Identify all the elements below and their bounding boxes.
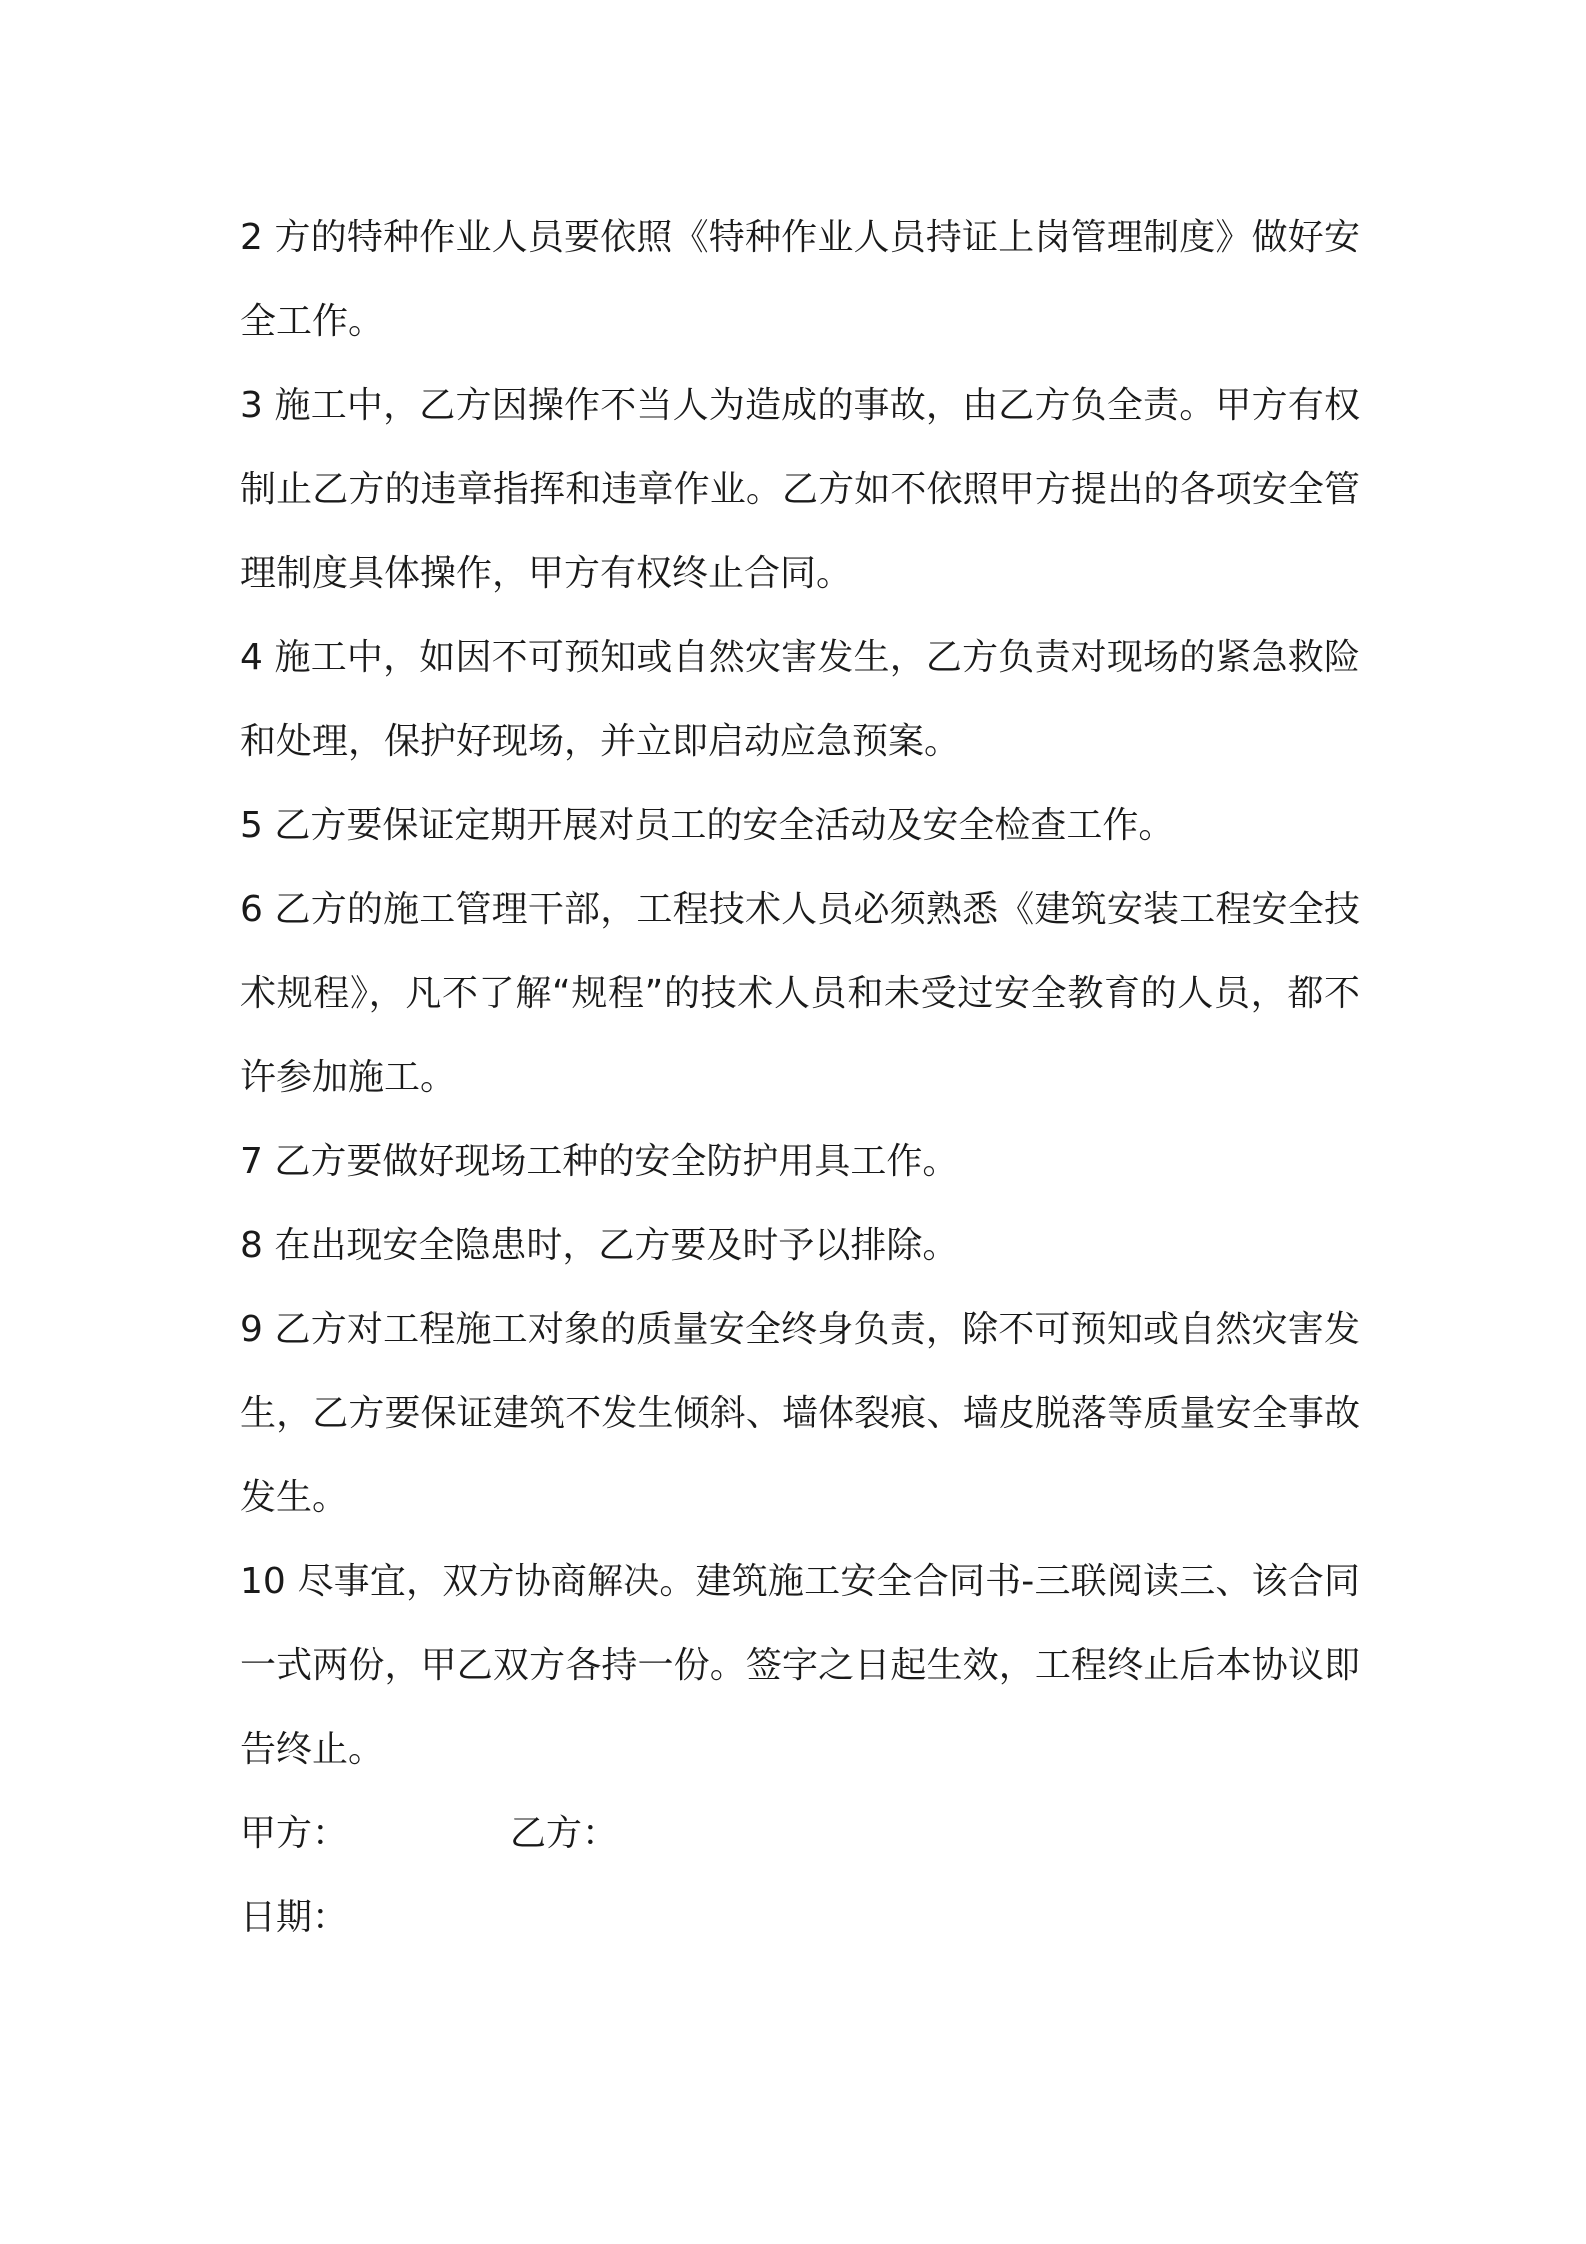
clause-4: 4 施工中，如因不可预知或自然灾害发生，乙方负责对现场的紧急救险和处理，保护好现场，并立即启动应急预案。: [240, 637, 1360, 762]
clause-7: 7 乙方要做好现场工种的安全防护用具工作。: [240, 1141, 959, 1182]
date-row: [240, 1876, 1360, 1960]
clause-8: 8 在出现安全隐患时，乙方要及时予以排除。: [240, 1225, 959, 1266]
party-a-label: 甲方：: [240, 1813, 349, 1854]
clause-10: 10 尽事宜，双方协商解决。建筑施工安全合同书-三联阅读三、该合同一式两份，甲乙双方各持一份。签字之日起生效，工程终止后本协议即告终止。: [240, 1561, 1360, 1770]
clause-2: 2 方的特种作业人员要依照《特种作业人员持证上岗管理制度》做好安全工作。: [240, 217, 1360, 342]
clause-9: 9 乙方对工程施工对象的质量安全终身负责，除不可预知或自然灾害发生，乙方要保证建筑不发生倾斜、墙体裂痕、墙皮脱落等质量安全事故发生。: [240, 1309, 1360, 1518]
document-page: [240, 196, 1360, 1960]
signature-row: [240, 1792, 1360, 1876]
party-b-label: 乙方：: [510, 1813, 619, 1854]
date-label: 日期：: [240, 1897, 349, 1938]
clause-3: 3 施工中，乙方因操作不当人为造成的事故，由乙方负全责。甲方有权制止乙方的违章指挥和违章作业。乙方如不依照甲方提出的各项安全管理制度具体操作，甲方有权终止合同。: [240, 385, 1360, 594]
clause-6: 6 乙方的施工管理干部，工程技术人员必须熟悉《建筑安装工程安全技术规程》，凡不了解“规程”的技术人员和未受过安全教育的人员，都不许参加施工。: [240, 889, 1360, 1098]
clause-5: 5 乙方要保证定期开展对员工的安全活动及安全检查工作。: [240, 805, 1175, 846]
